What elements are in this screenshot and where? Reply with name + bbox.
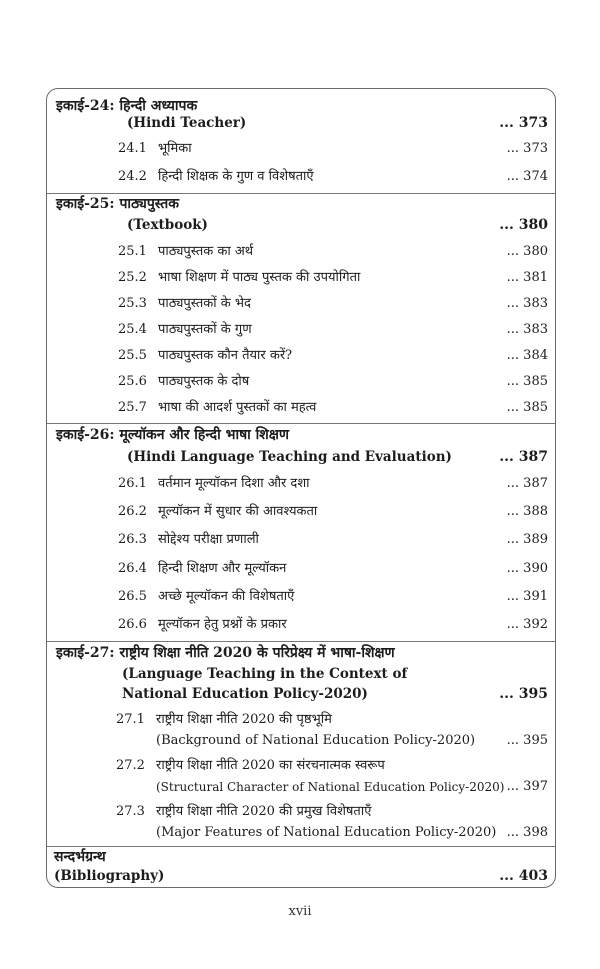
item-label: 25.4 पाठ्यपुस्तकों के गुण — [118, 322, 252, 337]
item-page: ... 388 — [506, 504, 548, 519]
item-label: 26.2 मूल्यॉकन में सुधार की आवश्यकता — [118, 504, 318, 519]
unit-24-page: ... 373 — [499, 115, 548, 131]
item-page: ... 383 — [506, 322, 548, 337]
item-num: 27.1 — [116, 712, 145, 727]
item-en-text: (Structural Character of National Education Policy-2020) — [156, 780, 505, 794]
item-label: 26.1 वर्तमान मूल्यॉकन दिशा और दशा — [118, 476, 310, 491]
item-label: 24.1 भूमिका — [118, 141, 192, 156]
item-page: ... 373 — [506, 141, 548, 156]
item-page: ... 392 — [506, 617, 548, 632]
item-en-text: (Major Features of National Education Policy-2020) — [156, 825, 497, 840]
item-label: 25.3 पाठ्यपुस्तकों के भेद — [118, 296, 251, 311]
item-label: 25.5 पाठ्यपुस्तक कौन तैयार करें? — [118, 348, 293, 363]
bibliography-en-title: (Bibliography) — [54, 868, 165, 884]
item-label: 25.2 भाषा शिक्षण में पाठ्य पुस्तक की उपयोगिता — [118, 270, 361, 285]
page-number: xvii — [288, 904, 312, 919]
item-page: ... 397 — [506, 779, 548, 794]
item-page: ... 395 — [506, 733, 548, 748]
bibliography-title: सन्दर्भग्रन्थ — [54, 849, 106, 865]
bibliography-page: ... 403 — [499, 868, 548, 884]
item-page: ... 385 — [506, 400, 548, 415]
item-label: 25.1 पाठ्यपुस्तक का अर्थ — [118, 244, 254, 259]
item-num: 27.3 — [116, 804, 145, 819]
unit-27-page: ... 395 — [499, 686, 548, 702]
unit-25-en-title: (Textbook) — [127, 217, 208, 233]
item-label: 26.5 अच्छे मूल्यॉकन की विशेषताएँ — [118, 589, 295, 604]
item-label: 24.2 हिन्दी शिक्षक के गुण व विशेषताएँ — [118, 169, 314, 184]
unit-24-en-title: (Hindi Teacher) — [127, 115, 247, 131]
item-text: राष्ट्रीय शिक्षा नीति 2020 की पृष्ठभूमि — [156, 712, 332, 727]
unit-25-page: ... 380 — [499, 217, 548, 233]
unit-27-title: इकाई-27: राष्ट्रीय शिक्षा नीति 2020 के परिप्रेक्ष्य में भाषा-शिक्षण — [56, 645, 395, 661]
item-page: ... 381 — [506, 270, 548, 285]
separator — [47, 641, 555, 642]
item-page: ... 389 — [506, 532, 548, 547]
item-page: ... 380 — [506, 244, 548, 259]
item-page: ... 374 — [506, 169, 548, 184]
unit-27-en-title-2: National Education Policy-2020) — [122, 686, 368, 702]
item-page: ... 384 — [506, 348, 548, 363]
item-en-text: (Background of National Education Policy-2020) — [156, 733, 476, 748]
unit-26-page: ... 387 — [499, 449, 548, 465]
unit-25-title: इकाई-25: पाठ्यपुस्तक — [56, 196, 179, 212]
item-page: ... 398 — [506, 825, 548, 840]
item-page: ... 390 — [506, 561, 548, 576]
item-num: 27.2 — [116, 758, 145, 773]
item-page: ... 387 — [506, 476, 548, 491]
unit-26-title: इकाई-26: मूल्यॉकन और हिन्दी भाषा शिक्षण — [56, 427, 289, 443]
unit-24-title: इकाई-24: हिन्दी अध्यापक — [56, 98, 198, 114]
item-text: राष्ट्रीय शिक्षा नीति 2020 का संरचनात्मक स्वरूप — [156, 758, 385, 773]
item-text: राष्ट्रीय शिक्षा नीति 2020 की प्रमुख विशेषताएँ — [156, 804, 372, 819]
item-page: ... 385 — [506, 374, 548, 389]
item-label: 25.6 पाठ्यपुस्तक के दोष — [118, 374, 250, 389]
unit-27-en-title-1: (Language Teaching in the Context of — [122, 666, 408, 682]
item-label: 26.3 सोद्देश्य परीक्षा प्रणाली — [118, 532, 259, 547]
item-label: 25.7 भाषा की आदर्श पुस्तकों का महत्व — [118, 400, 317, 415]
item-label: 26.4 हिन्दी शिक्षण और मूल्यॉकन — [118, 561, 287, 576]
unit-26-en-title: (Hindi Language Teaching and Evaluation) — [127, 449, 452, 465]
separator — [47, 423, 555, 424]
item-page: ... 391 — [506, 589, 548, 604]
item-page: ... 383 — [506, 296, 548, 311]
item-label: 26.6 मूल्यॉकन हेतु प्रश्नों के प्रकार — [118, 617, 287, 632]
